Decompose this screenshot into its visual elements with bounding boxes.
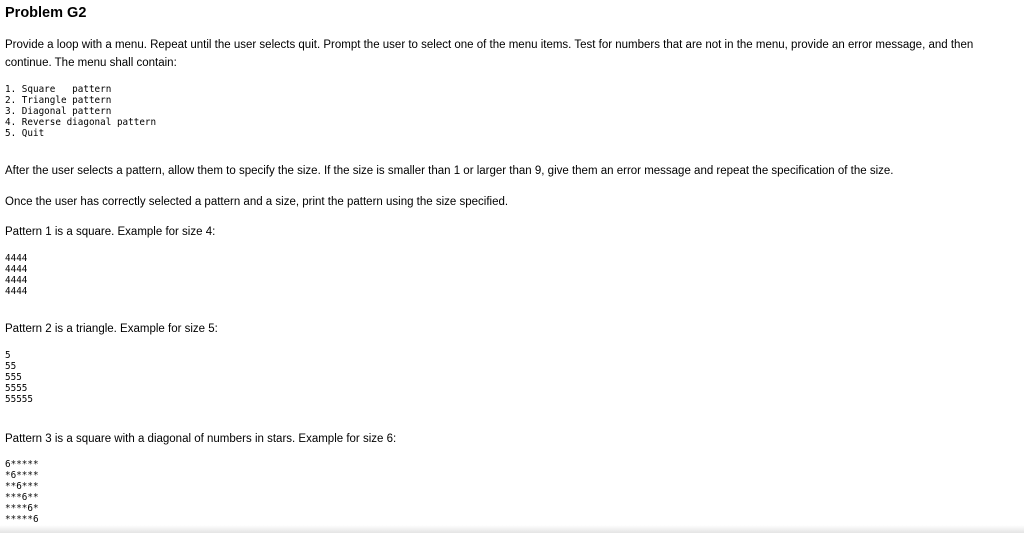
print-instructions-paragraph: Once the user has correctly selected a pattern and a size, print the pattern using the size specified.: [5, 196, 509, 208]
menu-item: 4. Reverse diagonal pattern: [5, 117, 157, 128]
menu-item: 5. Quit: [5, 128, 45, 139]
menu-item: 2. Triangle pattern: [5, 95, 112, 106]
pattern-line: ***6**: [5, 492, 39, 503]
pattern-line: 4444: [5, 275, 28, 286]
pattern2-description: Pattern 2 is a triangle. Example for size 5:: [5, 323, 218, 335]
pattern3-example: [5, 459, 39, 525]
pattern-line: *****6: [5, 514, 39, 525]
menu-item: 3. Diagonal pattern: [5, 106, 112, 117]
pattern-line: 555: [5, 372, 22, 383]
pattern-line: 6*****: [5, 459, 39, 470]
pattern-line: 5: [5, 350, 11, 361]
pattern-line: 4444: [5, 264, 28, 275]
bottom-edge-shadow: [0, 525, 1024, 533]
pattern1-example: [5, 253, 27, 297]
size-instructions-paragraph: After the user selects a pattern, allow them to specify the size. If the size is smaller than 1 or larger than 9, give them an error message and repeat the specification of the size.: [5, 165, 894, 177]
pattern-line: ****6*: [5, 503, 39, 514]
pattern3-description: Pattern 3 is a square with a diagonal of numbers in stars. Example for size 6:: [5, 433, 397, 445]
pattern-line: **6***: [5, 481, 39, 492]
pattern-line: *6****: [5, 470, 39, 481]
menu-listing: [5, 84, 156, 139]
pattern-line: 4444: [5, 253, 28, 264]
page-title: Problem G2: [5, 5, 87, 21]
pattern-line: 55555: [5, 394, 33, 405]
pattern-line: 5555: [5, 383, 28, 394]
pattern1-description: Pattern 1 is a square. Example for size 4:: [5, 226, 216, 238]
pattern-line: 55: [5, 361, 17, 372]
pattern-line: 4444: [5, 286, 28, 297]
intro-paragraph: Provide a loop with a menu. Repeat until the user selects quit. Prompt the user to select one of the menu items. Test for numbers that are not in the menu, provide an error message, and then continue. The menu shall contain:: [5, 39, 974, 69]
menu-item: 1. Square pattern: [5, 84, 112, 95]
pattern2-example: [5, 350, 33, 405]
